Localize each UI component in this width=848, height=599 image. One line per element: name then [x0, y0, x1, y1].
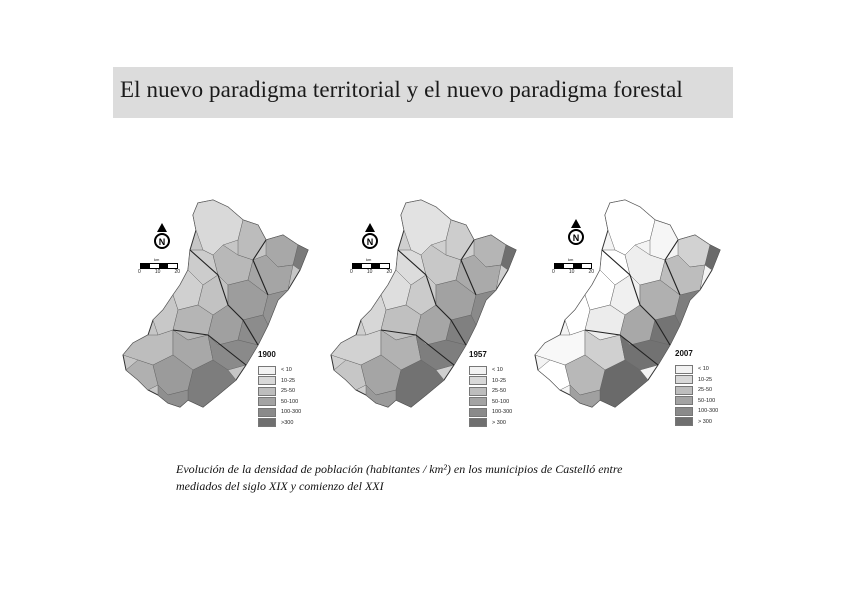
- scale-tick: 20: [588, 269, 594, 275]
- page-title: El nuevo paradigma territorial y el nuevo paradigma forestal: [120, 77, 683, 102]
- caption-line: Evolución de la densidad de población (habitantes / km²) en los municipios de Castelló entre: [176, 462, 623, 476]
- north-arrow-icon: [151, 223, 173, 253]
- scale-bar: [350, 257, 392, 277]
- scale-tick: 10: [366, 269, 373, 275]
- caption-line: mediados del siglo XIX y comienzo del XXI: [176, 479, 384, 493]
- legend-item: 100-300: [469, 407, 512, 418]
- legend-item: 50-100: [675, 396, 718, 407]
- scale-tick: 0: [552, 269, 555, 275]
- map-legend: [675, 349, 718, 427]
- legend-item: 10-25: [675, 375, 718, 386]
- choropleth-map: [530, 195, 755, 430]
- svg-text:N: N: [366, 237, 374, 247]
- legend-item: < 10: [469, 365, 512, 376]
- legend-year: 1900: [258, 350, 276, 359]
- legend-year: 2007: [675, 349, 693, 358]
- figure-caption: [176, 461, 696, 495]
- legend-item: 25-50: [469, 386, 512, 397]
- legend-item: 10-25: [258, 376, 301, 387]
- scale-tick: 10: [154, 269, 161, 275]
- north-arrow-icon: [565, 219, 587, 249]
- scale-unit: km: [154, 257, 160, 262]
- title-bar: [113, 67, 733, 118]
- svg-text:N: N: [158, 237, 166, 247]
- scale-bar: [138, 257, 180, 277]
- map-legend: [469, 350, 512, 428]
- legend-item: > 300: [675, 417, 718, 428]
- map-panel-1900: [118, 195, 343, 430]
- legend-item: 25-50: [258, 386, 301, 397]
- legend-item: < 10: [675, 364, 718, 375]
- scale-tick: 10: [568, 269, 575, 275]
- map-legend: [258, 350, 301, 428]
- legend-item: > 300: [469, 418, 512, 429]
- legend-item: 25-50: [675, 385, 718, 396]
- map-panel-2007: [530, 195, 755, 430]
- legend-item: 100-300: [258, 407, 301, 418]
- legend-year: 1957: [469, 350, 487, 359]
- legend-item: >300: [258, 418, 301, 429]
- scale-unit: km: [366, 257, 372, 262]
- scale-unit: km: [568, 257, 574, 262]
- scale-bar: [552, 257, 594, 277]
- scale-tick: 20: [386, 269, 392, 275]
- legend-item: 50-100: [469, 397, 512, 408]
- scale-tick: 0: [350, 269, 353, 275]
- north-arrow-icon: [359, 223, 381, 253]
- scale-tick: 20: [174, 269, 180, 275]
- legend-item: 100-300: [675, 406, 718, 417]
- scale-tick: 0: [138, 269, 141, 275]
- svg-text:N: N: [572, 233, 580, 243]
- map-panel-1957: [326, 195, 551, 430]
- legend-item: < 10: [258, 365, 301, 376]
- legend-item: 50-100: [258, 397, 301, 408]
- legend-item: 10-25: [469, 376, 512, 387]
